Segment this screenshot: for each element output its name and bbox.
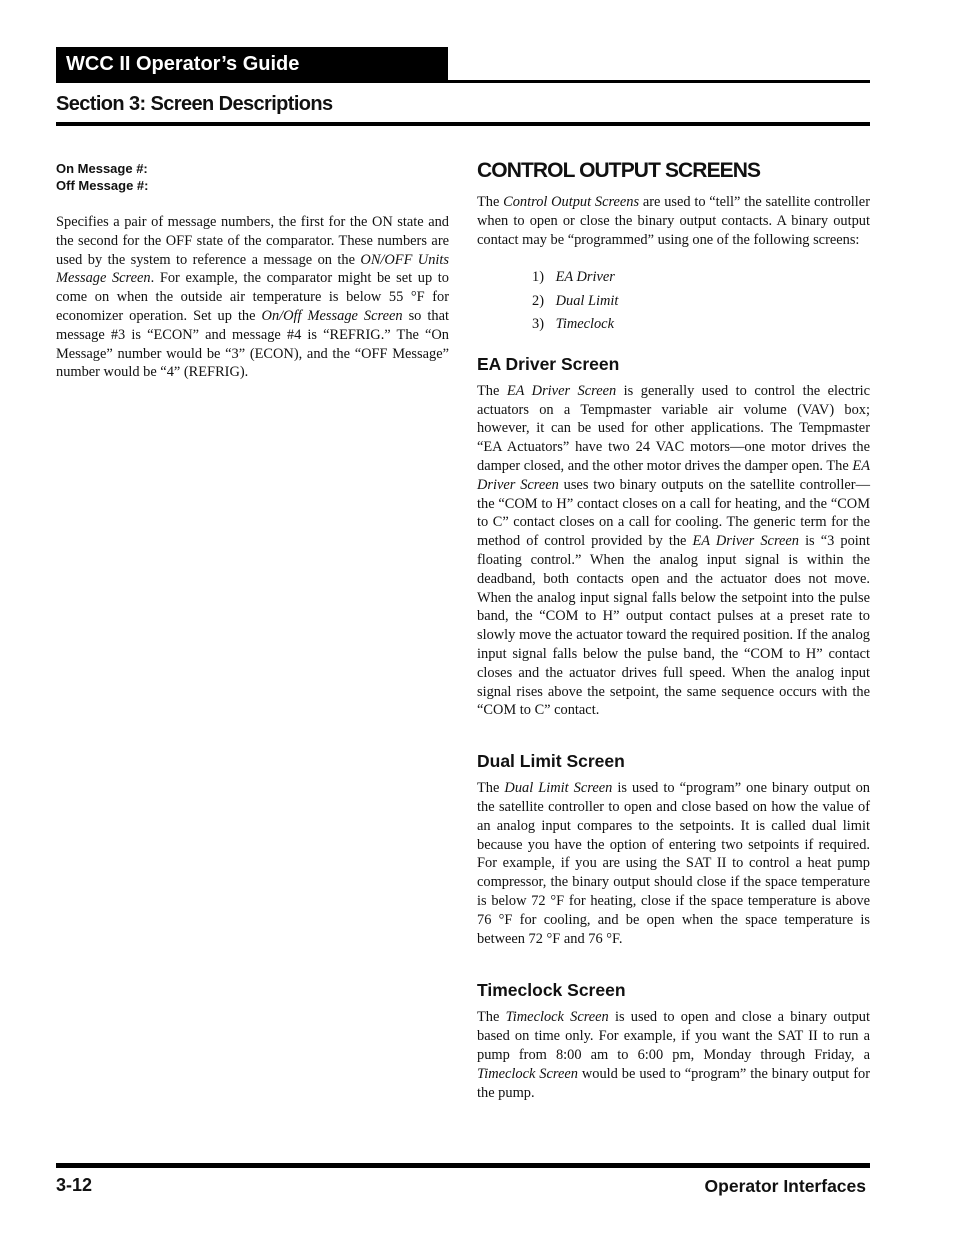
- list-label: Dual Limit: [555, 292, 619, 309]
- section-rule: [56, 122, 870, 126]
- italic-screen-name: On/Off Message Screen: [261, 307, 403, 324]
- text-run: The: [477, 194, 504, 210]
- on-message-heading: On Message #:: [56, 161, 148, 176]
- timeclock-paragraph: [477, 1008, 870, 1102]
- ea-driver-paragraph: [477, 382, 870, 720]
- timeclock-heading: Timeclock Screen: [477, 980, 626, 1001]
- list-label: EA Driver: [555, 269, 615, 286]
- text-run: . For example, the comparator might be set up to come on when the outside air temperature is below 55 °F for economizer operation. Set up the: [56, 270, 449, 324]
- text-run: The: [477, 1009, 506, 1026]
- right-column: [477, 158, 870, 1102]
- message-description-paragraph: [56, 213, 449, 382]
- italic-screen-name: EA Driver Screen: [692, 533, 799, 550]
- text-run: is used to “program” one binary output on the satellite controller to open and close based on how the value of an analog input compares to the setpoints. It is called dual limit because you have the option of entering two setpoints if required. For example, if you are using the SAT II to control a heat pump compressor, the binary output should close if the space temperature is below 72 °F for heating, close if the space temperature is above 76 °F for cooling, and be open when the space temperature is between 72 °F and 76 °F.: [477, 780, 870, 947]
- text-run: are used to “tell” the satellite controller when to open or close the binary output contacts. A binary output contact may be “programmed” using one of the following screens:: [477, 194, 870, 248]
- text-run: Specifies a pair of message numbers, the first for the ON state and the second for the OFF state of the comparator. These numbers are used by the system to reference a message on the: [56, 214, 449, 268]
- italic-screen-name: Timeclock Screen: [505, 1009, 609, 1026]
- list-number: 1): [532, 269, 544, 286]
- footer-rule: [56, 1163, 870, 1168]
- dual-limit-paragraph: [477, 779, 870, 948]
- header-rule: [56, 80, 870, 83]
- left-column: [56, 160, 449, 382]
- text-run: The: [477, 780, 505, 797]
- list-item: [532, 266, 870, 290]
- text-run: so that message #3 is “ECON” and message #4 is “REFRIG.” The “On Message” number would be “3” (ECON), and the “OFF Message” number would be “4” (REFRIG).: [56, 307, 449, 381]
- italic-screen-name: Control Output Screens: [503, 194, 640, 210]
- list-label: Timeclock: [555, 316, 614, 333]
- italic-screen-name: ON/OFF Units Message Screen: [56, 251, 449, 287]
- control-output-title: CONTROL OUTPUT SCREENS: [477, 159, 761, 182]
- ea-driver-heading: EA Driver Screen: [477, 353, 620, 374]
- section-title: Section 3: Screen Descriptions: [56, 93, 333, 115]
- italic-screen-name: Timeclock Screen: [477, 1065, 578, 1082]
- page-number: 3-12: [56, 1175, 93, 1195]
- list-number: 3): [532, 316, 544, 333]
- screen-list: [477, 266, 870, 337]
- italic-screen-name: Dual Limit Screen: [504, 780, 613, 797]
- guide-title: WCC II Operator’s Guide: [66, 53, 300, 75]
- dual-limit-heading: Dual Limit Screen: [477, 751, 625, 772]
- text-run: would be used to “program” the binary output for the pump.: [477, 1065, 871, 1101]
- control-output-intro: [477, 193, 870, 249]
- text-run: is used to open and close a binary output based on time only. For example, if you want the SAT II to run a pump from 8:00 am to 6:00 pm, Monday through Friday, a: [477, 1009, 870, 1063]
- list-item: [532, 290, 870, 314]
- italic-screen-name: EA Driver Screen: [477, 458, 870, 493]
- guide-title-bar: [56, 47, 448, 81]
- italic-screen-name: EA Driver Screen: [506, 382, 617, 399]
- list-number: 2): [532, 292, 544, 309]
- text-run: uses two binary outputs on the satellite controller—the “COM to H” contact closes on a call for heating, and the “COM to C” contact closes on a call for cooling. The generic term for the method of control provided by the: [477, 476, 870, 550]
- text-run: is generally used to control the electric actuators on a Tempmaster variable air volume (VAV) box; however, it can be used for other applications. The Tempmaster “EA Actuators” have two 24 VAC motors—one motor drives the damper closed, and the other motor drives the damper open. The: [477, 382, 870, 475]
- text-run: The: [477, 382, 507, 399]
- off-message-heading: Off Message #:: [56, 178, 149, 193]
- chapter-title: Operator Interfaces: [704, 1176, 866, 1196]
- list-item: [532, 313, 870, 337]
- text-run: is “3 point floating control.” When the analog input signal is within the deadband, both contacts open and the actuator does not move. When the analog input signal falls below the setpoint into the pulse band, the “COM to H” output contact pulses at a preset rate to slowly move the actuator toward the required position. If the analog input signal falls below the pulse band, the “COM to H” contact closes and the actuator drives full speed. When the analog input signal rises above the setpoint, the same sequence occurs with the “COM to C” contact.: [477, 533, 870, 719]
